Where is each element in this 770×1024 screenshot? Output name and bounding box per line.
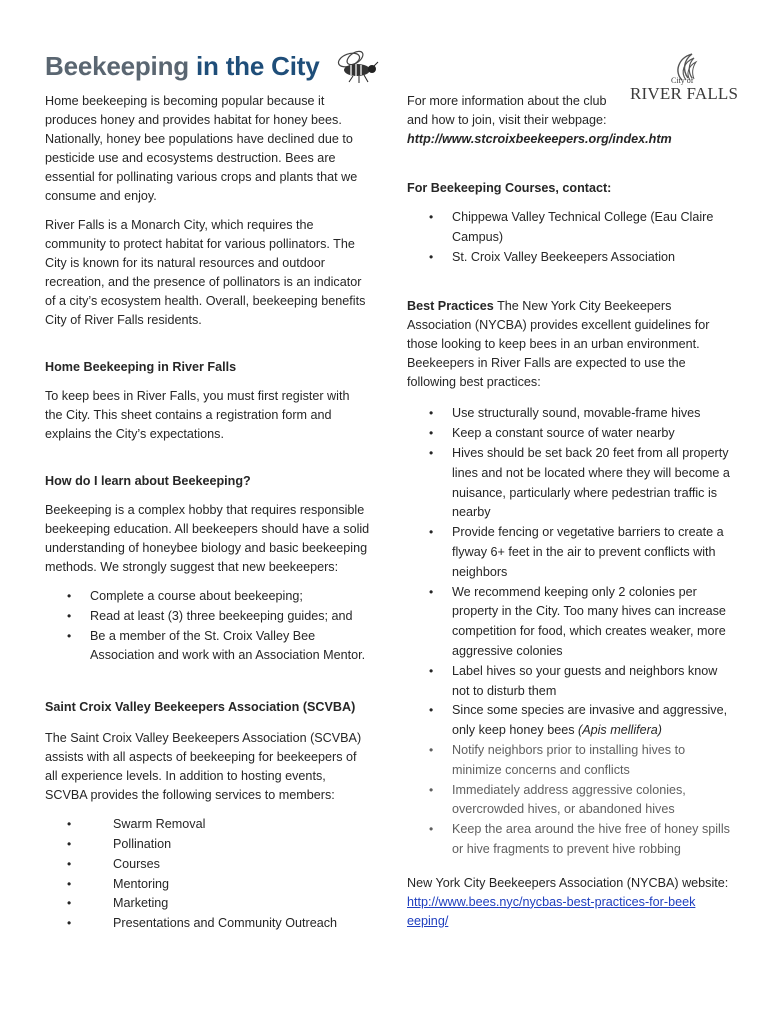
list-item: • Courses xyxy=(113,855,370,875)
list-item: • Since some species are invasive and aggressive, only keep honey bees (Apis mellifera) xyxy=(429,703,728,738)
list-item: • Immediately address aggressive colonies, overcrowded hives, or abandoned hives xyxy=(429,782,686,817)
list-item: • Provide fencing or vegetative barriers to create a flyway 6+ feet in the air to prevent conflicts with neighbors xyxy=(429,525,724,579)
nycba-url-link[interactable]: http://www.bees.nyc/nycbas-best-practices-for-beekeeping/ xyxy=(407,894,696,928)
bullet-icon: • xyxy=(429,663,434,678)
scvba-paragraph: The Saint Croix Valley Beekeepers Association (SCVBA) assists with all aspects of beekeeping for beekeepers of all experience levels. In addition to hosting events, SCVBA provides the following services to members: xyxy=(45,731,362,803)
list-item: • Use structurally sound, movable-frame hives xyxy=(452,404,732,424)
list-item: • Hives should be set back 20 feet from all property lines and not be located where they will become a nuisance, particularly where pedestrian traffic is nearby xyxy=(429,445,730,520)
bullet-icon: • xyxy=(67,817,72,832)
list-item: • Be a member of the St. Croix Valley Bee Association and work with an Association Mentor. xyxy=(67,628,366,663)
list-item: • We recommend keeping only 2 colonies per property in the City. Too many hives can increase competition for food, which creates weaker, more aggressive colonies xyxy=(429,584,726,658)
list-item: • Marketing xyxy=(113,894,370,914)
list-item: • Keep the area around the hive free of honey spills or hive fragments to prevent hive robbing xyxy=(429,822,730,856)
bullet-icon: • xyxy=(67,589,72,603)
bullet-icon: • xyxy=(429,406,434,421)
bullet-icon: • xyxy=(429,445,434,460)
courses-list xyxy=(429,208,732,267)
intro-paragraph-2: River Falls is a Monarch City, which requires the community to protect habitat for various pollinators. The City is known for its natural resources and outdoor recreation, and the presence of pollinators is an indicator of a city’s ecosystem health. Overall, beekeeping benefits City of River Falls residents. xyxy=(45,218,366,327)
bullet-icon: • xyxy=(429,782,434,797)
list-item: • Chippewa Valley Technical College (Eau Claire Campus) xyxy=(429,210,714,244)
intro-paragraph-1: Home beekeeping is becoming popular because it produces honey and provides habitat for honey bees. Nationally, honey bee populations have declined due to pesticide use and ecosystems destruction. Bees are essential for pollinating various crops and plants that we consume and enjoy. xyxy=(45,94,358,203)
list-item: • Keep a constant source of water nearby xyxy=(452,424,732,444)
list-item: • Mentoring xyxy=(113,875,370,895)
logo-city-of: City of xyxy=(671,76,694,85)
bullet-icon: • xyxy=(429,426,434,441)
bullet-icon: • xyxy=(67,876,72,891)
list-item: • Read at least (3) three beekeeping guides; and xyxy=(90,607,370,627)
scvba-heading: Saint Croix Valley Beekeepers Association (SCVBA) xyxy=(45,700,356,715)
title-part-2: in the City xyxy=(195,51,320,81)
scvba-services-list xyxy=(67,815,370,934)
bullet-icon: • xyxy=(67,856,72,871)
bullet-icon: • xyxy=(429,742,434,757)
bullet-icon: • xyxy=(67,836,72,851)
nycba-paragraph: New York City Beekeepers Association (NYCBA) website: xyxy=(407,875,729,890)
bullet-icon: • xyxy=(429,822,434,837)
best-practices-list xyxy=(429,404,732,859)
bullet-icon: • xyxy=(67,916,72,931)
right-column xyxy=(407,92,732,931)
page-title xyxy=(45,49,319,83)
bullet-icon: • xyxy=(429,210,434,224)
home-beekeeping-heading: Home Beekeeping in River Falls xyxy=(45,360,237,374)
list-item: • Swarm Removal xyxy=(113,815,370,835)
bee-icon xyxy=(333,50,379,84)
list-item: • Notify neighbors prior to installing hives to minimize concerns and conflicts xyxy=(429,742,686,777)
bullet-icon: • xyxy=(67,608,72,623)
bullet-icon: • xyxy=(429,584,434,599)
bullet-icon: • xyxy=(67,896,72,911)
learn-list xyxy=(67,587,370,666)
left-column xyxy=(45,92,370,934)
learn-paragraph: Beekeeping is a complex hobby that requires responsible beekeeping education. All beekeepers should have a solid understanding of honeybee biology and basic beekeeping methods. We strongly suggest that new beekeepers: xyxy=(45,503,370,574)
bullet-icon: • xyxy=(429,249,434,264)
courses-heading: For Beekeeping Courses, contact: xyxy=(407,181,612,195)
bullet-icon: • xyxy=(429,703,434,718)
home-beekeeping-paragraph: To keep bees in River Falls, you must first register with the City. This sheet contains a registration form and explains the City’s expectations. xyxy=(45,389,350,441)
bullet-icon: • xyxy=(67,628,72,643)
logo-river-falls: RIVER FALLS xyxy=(630,84,739,103)
list-item: • Presentations and Community Outreach xyxy=(113,914,370,934)
best-practices-paragraph: Best Practices The New York City Beekeepers Association (NYCBA) provides excellent guidelines for those looking to keep bees in an urban environment. Beekeepers in River Falls are expected to use the following best practices: xyxy=(407,299,710,390)
list-item: • St. Croix Valley Beekeepers Association xyxy=(452,248,732,268)
bullet-icon: • xyxy=(429,525,434,540)
list-item: • Label hives so your guests and neighbors know not to disturb them xyxy=(429,663,718,698)
list-item: • Pollination xyxy=(113,835,370,855)
best-practices-heading: Best Practices xyxy=(407,299,494,314)
latin-name: (Apis mellifera) xyxy=(578,723,663,738)
club-info-paragraph: For more information about the club and how to join, visit their webpage: xyxy=(407,94,607,127)
learn-heading: How do I learn about Beekeeping? xyxy=(45,474,251,488)
title-part-1: Beekeeping xyxy=(45,51,189,81)
list-item: • Complete a course about beekeeping; xyxy=(90,587,370,607)
club-url-link[interactable]: http://www.stcroixbeekeepers.org/index.htm xyxy=(407,132,672,146)
